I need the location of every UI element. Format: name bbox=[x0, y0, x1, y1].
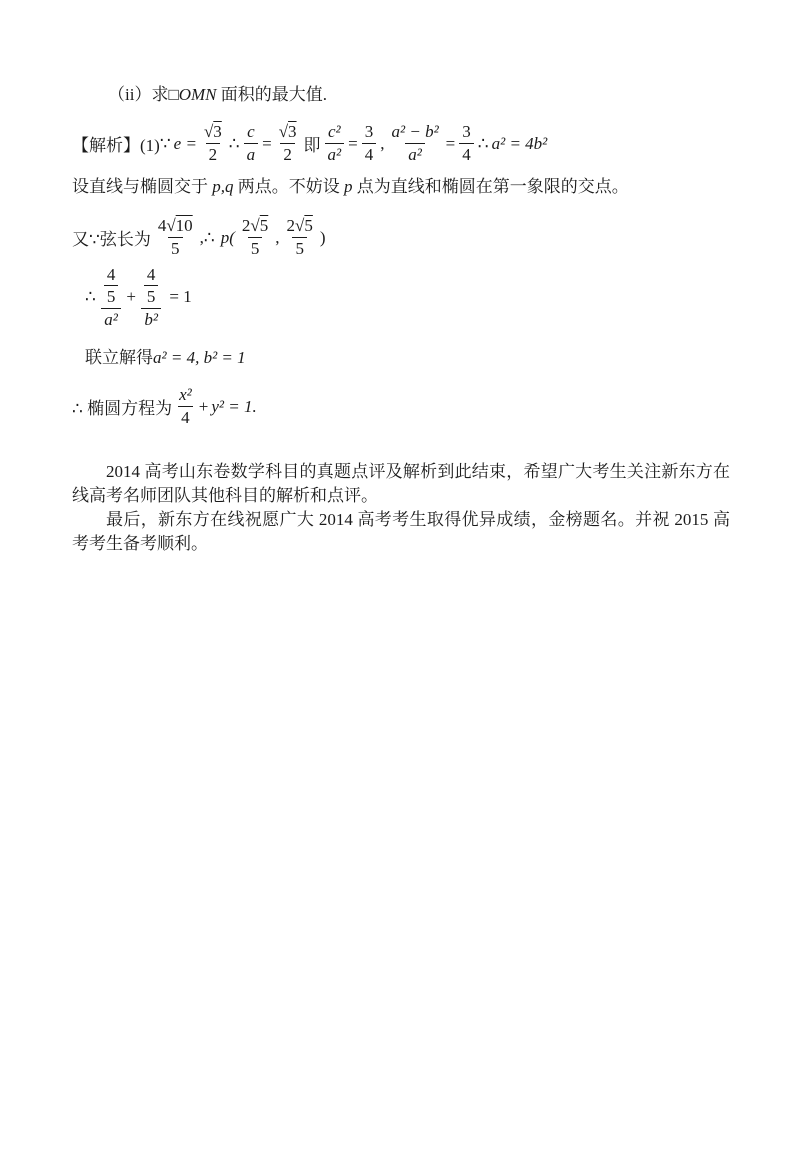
equals-sign: = bbox=[348, 133, 358, 153]
fraction-denominator: a² bbox=[405, 143, 425, 165]
fraction-numerator bbox=[284, 216, 316, 237]
point-p-open-paren: p( bbox=[220, 227, 235, 247]
fraction-denominator: 5 bbox=[104, 285, 119, 307]
therefore-symbol: ∴ bbox=[228, 133, 240, 153]
fraction-a2-minus-b2-over-a2 bbox=[389, 122, 442, 166]
pq-text-1: 设直线与椭圆交于 bbox=[72, 176, 213, 196]
fraction-4sqrt10-over-5 bbox=[155, 216, 196, 260]
equals-one: = 1 bbox=[169, 287, 192, 307]
plus-sign: + bbox=[126, 287, 136, 307]
close-paren: ) bbox=[319, 227, 326, 247]
line-pq-setup bbox=[72, 175, 730, 199]
fraction-c2-over-a2 bbox=[325, 122, 345, 166]
question-suffix: 面积的最大值. bbox=[216, 85, 328, 104]
fraction-numerator: 3 bbox=[364, 122, 374, 141]
comma-therefore: ,∴ bbox=[199, 227, 215, 247]
coefficient: 2 bbox=[241, 215, 251, 235]
fraction-denominator: 2 bbox=[280, 143, 295, 165]
inner-fraction-4-over-5 bbox=[144, 265, 159, 307]
equals-sign: = bbox=[445, 133, 456, 153]
solve-prefix: 联立解得 bbox=[85, 348, 153, 368]
radicand: 5 bbox=[304, 215, 313, 235]
plus-sign: + bbox=[198, 396, 209, 416]
closing-paragraph-1: 2014 高考山东卷数学科目的真题点评及解析到此结束，希望广大考生关注新东方在线高考名师团队其他科目的解析和点评。 bbox=[72, 461, 730, 505]
fraction-denominator: 5 bbox=[168, 237, 183, 259]
radicand: 10 bbox=[175, 215, 193, 235]
fraction-numerator: c bbox=[247, 122, 255, 141]
radical-sign: √ bbox=[278, 122, 289, 141]
nested-fraction-45-over-b2 bbox=[140, 265, 163, 330]
chord-prefix: 又∵弦长为 bbox=[72, 230, 151, 250]
fraction-x2-over-4 bbox=[176, 385, 195, 429]
equals-sign: = bbox=[262, 133, 272, 153]
question-prefix: （ii）求 bbox=[108, 85, 169, 104]
closing-remarks bbox=[72, 460, 730, 556]
ellipse-equation-line bbox=[72, 385, 730, 429]
math-solution-document bbox=[0, 0, 800, 556]
fraction-denominator: 4 bbox=[362, 143, 377, 165]
fraction-numerator bbox=[201, 122, 225, 143]
substitute-equation-line bbox=[85, 265, 730, 330]
fraction-numerator bbox=[100, 265, 123, 308]
fraction-3-over-4 bbox=[362, 122, 377, 166]
point-p: p bbox=[344, 176, 353, 196]
closing-paragraph-2: 最后，新东方在线祝愿广大 2014 高考考生取得优异成绩，金榜题名。并祝 2015 高考考生备考顺利。 bbox=[72, 509, 730, 553]
fraction-denominator: 5 bbox=[248, 237, 263, 259]
comma: , bbox=[275, 227, 280, 247]
coefficient: 4 bbox=[157, 215, 167, 235]
pq-text-2: 两点。不妨设 bbox=[233, 176, 344, 196]
therefore-symbol: ∴ bbox=[477, 133, 489, 153]
fraction-sqrt3-over-2 bbox=[201, 122, 225, 166]
therefore-symbol: ∴ bbox=[85, 287, 96, 307]
analysis-result: a² = 4b² bbox=[491, 133, 548, 153]
comma: , bbox=[380, 133, 385, 153]
question-line bbox=[108, 84, 730, 106]
radicand: 3 bbox=[213, 122, 222, 141]
radical-sign: √ bbox=[166, 215, 176, 235]
fraction-denominator: 5 bbox=[144, 285, 159, 307]
fraction-2sqrt5-over-5 bbox=[284, 216, 316, 260]
fraction-numerator bbox=[155, 216, 196, 237]
fraction-numerator: 4 bbox=[106, 264, 116, 284]
fraction-denominator: 4 bbox=[178, 406, 193, 428]
fraction-numerator bbox=[239, 216, 271, 237]
triangle-name-omn: OMN bbox=[178, 85, 217, 104]
ellipse-result: y² = 1. bbox=[211, 396, 257, 416]
fraction-numerator: x² bbox=[179, 385, 192, 405]
radical-sign: √ bbox=[250, 215, 260, 235]
pq-text-3: 点为直线和椭圆在第一象限的交点。 bbox=[352, 176, 629, 196]
ellipse-prefix: ∴ 椭圆方程为 bbox=[72, 399, 173, 419]
analysis-label: 【解析】(1) bbox=[72, 136, 160, 156]
fraction-numerator: 3 bbox=[462, 122, 471, 141]
ji-text: 即 bbox=[303, 136, 321, 156]
radicand: 5 bbox=[259, 215, 269, 235]
fraction-c-over-a bbox=[244, 122, 259, 166]
eccentricity-term: e = bbox=[173, 133, 197, 153]
fraction-denominator: b² bbox=[141, 308, 161, 330]
coefficient: 2 bbox=[286, 215, 296, 235]
fraction-denominator: a² bbox=[101, 308, 121, 330]
fraction-denominator: 5 bbox=[292, 237, 307, 259]
because-symbol: ∵ bbox=[159, 133, 171, 153]
fraction-numerator: 4 bbox=[146, 264, 156, 284]
radicand: 3 bbox=[288, 122, 297, 141]
solve-result: a² = 4, b² = 1 bbox=[153, 348, 246, 368]
fraction-numerator bbox=[276, 122, 300, 143]
nested-fraction-45-over-a2 bbox=[100, 265, 123, 330]
fraction-3-over-4 bbox=[459, 122, 474, 166]
inner-fraction-4-over-5 bbox=[104, 265, 119, 307]
fraction-sqrt3-over-2 bbox=[276, 122, 300, 166]
chord-length-line bbox=[72, 216, 730, 260]
missing-glyph-box: □ bbox=[168, 85, 179, 104]
fraction-numerator: a² − b² bbox=[391, 122, 439, 141]
fraction-numerator bbox=[140, 265, 163, 308]
fraction-denominator: a² bbox=[325, 143, 345, 165]
solve-line bbox=[85, 343, 730, 368]
fraction-2sqrt5-over-5 bbox=[239, 216, 271, 260]
radical-sign: √ bbox=[295, 215, 305, 235]
radical-sign: √ bbox=[203, 122, 214, 141]
analysis-formula-line bbox=[72, 122, 730, 166]
fraction-denominator: 2 bbox=[206, 143, 221, 165]
fraction-numerator: c² bbox=[328, 122, 341, 141]
points-pq: p,q bbox=[212, 176, 234, 196]
fraction-denominator: a bbox=[244, 143, 259, 165]
fraction-denominator: 4 bbox=[459, 143, 474, 165]
